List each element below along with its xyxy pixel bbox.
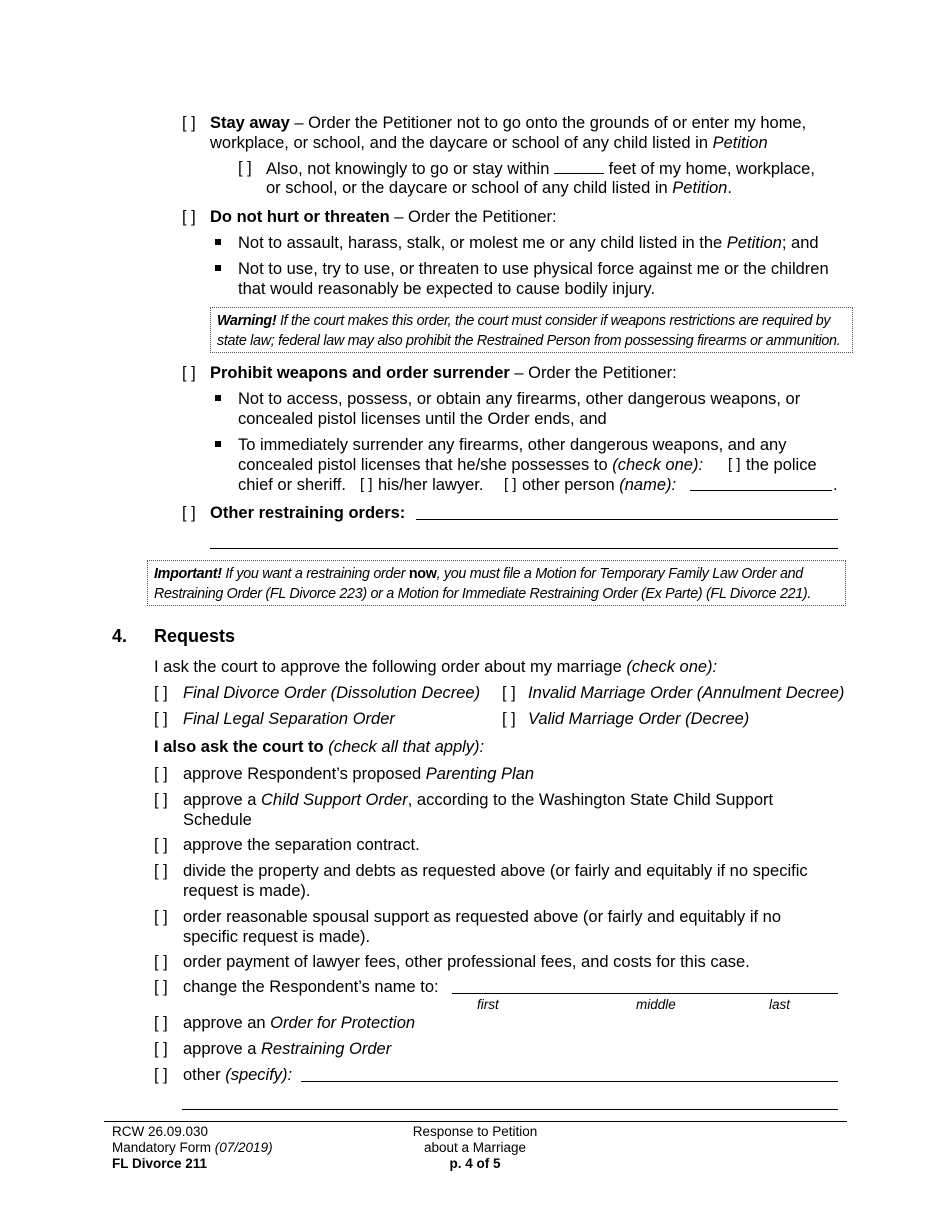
lawyer-label: his/her lawyer.: [378, 476, 484, 494]
weapons-heading: [210, 363, 677, 383]
name-change-checkbox[interactable]: [ ]: [154, 978, 168, 996]
requests-intro-text: I ask the court to approve the following order about my marriage: [154, 658, 627, 676]
order-protection-text: approve an: [183, 1014, 271, 1032]
hurt-title: Do not hurt or threaten: [210, 208, 390, 226]
other-restraining-field-2[interactable]: [210, 548, 838, 549]
bullet-icon: [215, 441, 221, 447]
stay-away-distance-line2: [266, 178, 732, 198]
warning-label: Warning!: [217, 313, 277, 329]
distance-text-b: feet of my home, workplace,: [603, 160, 815, 178]
weapons-bullet2-line1: To immediately surrender any firearms, other dangerous weapons, and any: [238, 436, 787, 454]
name-first-label: first: [477, 997, 499, 1012]
distance-petition: Petition: [672, 179, 728, 197]
other-person-text: other person: [522, 476, 620, 494]
order-protection-checkbox[interactable]: [ ]: [154, 1014, 168, 1032]
weapons-bullet2-line2: [238, 455, 703, 475]
other-request-field-2[interactable]: [182, 1109, 838, 1110]
weapons-checkbox[interactable]: [ ]: [182, 364, 196, 382]
bullet-icon: [215, 265, 221, 271]
police-checkbox[interactable]: [ ]: [728, 456, 741, 473]
other-restraining-field-1[interactable]: [416, 519, 838, 520]
restraining-order-title: Restraining Order: [260, 1040, 392, 1058]
hurt-bullet1: [238, 233, 819, 253]
valid-marriage-label: Valid Marriage Order (Decree): [528, 710, 750, 728]
stay-away-distance-line1: [266, 158, 815, 179]
bullet-icon: [215, 395, 221, 401]
important-line1-a: If you want a restraining order: [221, 566, 409, 582]
important-line1-b: , you must file a Motion for Temporary Family Law Order and: [436, 566, 803, 582]
hurt-checkbox[interactable]: [ ]: [182, 208, 196, 226]
parenting-plan-title: Parenting Plan: [425, 765, 535, 783]
child-support-line1: [183, 790, 773, 810]
child-support-line2: Schedule: [183, 811, 252, 829]
other-person-name-label: (name):: [619, 476, 677, 494]
hurt-b1-text: Not to assault, harass, stalk, or molest me or any child listed in the: [238, 234, 727, 252]
other-request-field-1[interactable]: [301, 1081, 838, 1082]
separation-contract-checkbox[interactable]: [ ]: [154, 836, 168, 854]
hurt-bullet2-line2: that would reasonably be expected to cause bodily injury.: [238, 280, 656, 298]
child-support-text-a: approve a: [183, 791, 261, 809]
footer-left: [112, 1124, 273, 1172]
spousal-support-checkbox[interactable]: [ ]: [154, 908, 168, 926]
legal-separation-checkbox[interactable]: [ ]: [154, 710, 168, 728]
other-person-label: [522, 475, 676, 495]
restraining-order-label: [183, 1039, 391, 1059]
hurt-b1-end: ; and: [781, 234, 819, 252]
other-request-label: [183, 1065, 292, 1085]
distance-feet-field[interactable]: [554, 158, 604, 174]
name-last-label: last: [769, 997, 791, 1012]
other-person-checkbox[interactable]: [ ]: [504, 476, 517, 493]
check-all-label: (check all that apply):: [323, 738, 485, 756]
new-name-field[interactable]: [452, 993, 838, 994]
weapons-bullet1-line1: Not to access, possess, or obtain any firearms, other dangerous weapons, or: [238, 390, 801, 408]
footer-divider: [104, 1121, 847, 1122]
child-support-checkbox[interactable]: [ ]: [154, 791, 168, 809]
stay-away-title: Stay away: [210, 114, 290, 132]
requests-check-one: (check one):: [626, 658, 718, 676]
footer-page: p. 4 of 5: [449, 1156, 501, 1171]
stay-away-petition: Petition: [712, 134, 768, 152]
police-label: the police: [746, 456, 817, 474]
parenting-plan-text: approve Respondent’s proposed: [183, 765, 426, 783]
section-number: 4.: [112, 626, 128, 646]
footer-title2: about a Marriage: [423, 1140, 527, 1155]
parenting-plan-label: [183, 764, 534, 784]
distance-text-2: or school, or the daycare or school of any child listed in: [266, 179, 673, 197]
child-support-text-c: , according to the Washington State Child Support: [407, 791, 774, 809]
footer-mandatory: [112, 1140, 273, 1156]
distance-period: .: [727, 179, 732, 197]
important-box: [147, 560, 846, 606]
bullet-icon: [215, 239, 221, 245]
lawyer-fees-label: order payment of lawyer fees, other professional fees, and costs for this case.: [183, 953, 750, 971]
warning-line1: If the court makes this order, the court must consider if weapons restrictions are required by: [276, 313, 831, 329]
other-request-specify: (specify):: [225, 1066, 293, 1084]
final-divorce-checkbox[interactable]: [ ]: [154, 684, 168, 702]
final-divorce-label: Final Divorce Order (Dissolution Decree): [183, 684, 481, 702]
footer-mandatory-text: Mandatory Form: [112, 1140, 215, 1155]
spousal-support-line1: order reasonable spousal support as requested above (or fairly and equitably if no: [183, 908, 782, 926]
distance-text-a: Also, not knowingly to go or stay within: [266, 160, 554, 178]
other-restraining-checkbox[interactable]: [ ]: [182, 504, 196, 522]
weapons-check-one: (check one):: [612, 456, 704, 474]
order-protection-label: [183, 1013, 415, 1033]
important-line2: Restraining Order (FL Divorce 223) or a Motion for Immediate Restraining Order (Ex Parte) (FL Divorce 221).: [154, 586, 812, 602]
lawyer-checkbox[interactable]: [ ]: [360, 476, 373, 493]
weapons-text: – Order the Petitioner:: [509, 364, 677, 382]
sheriff-label: chief or sheriff.: [238, 476, 346, 494]
other-request-text: other: [183, 1066, 226, 1084]
name-change-label: change the Respondent’s name to:: [183, 978, 439, 996]
weapons-bullet1-line2: concealed pistol licenses until the Order ends, and: [238, 410, 607, 428]
other-request-checkbox[interactable]: [ ]: [154, 1066, 168, 1084]
other-restraining-label: Other restraining orders:: [210, 504, 406, 522]
footer-center: [375, 1124, 575, 1172]
footer-title1: Response to Petition: [412, 1124, 538, 1139]
stay-away-checkbox[interactable]: [ ]: [182, 114, 196, 132]
stay-away-distance-checkbox[interactable]: [ ]: [238, 159, 252, 177]
valid-marriage-checkbox[interactable]: [ ]: [502, 710, 516, 728]
also-ask-line: [154, 737, 484, 757]
important-label: Important!: [154, 566, 222, 582]
section-title: Requests: [154, 626, 236, 646]
hurt-bullet2-line1: Not to use, try to use, or threaten to use physical force against me or the children: [238, 260, 829, 278]
hurt-heading: [210, 207, 557, 227]
hurt-b1-petition: Petition: [726, 234, 782, 252]
weapons-title: Prohibit weapons and order surrender: [210, 364, 510, 382]
name-middle-label: middle: [636, 997, 676, 1012]
requests-intro: [154, 657, 717, 677]
important-now: now: [408, 566, 437, 582]
invalid-marriage-checkbox[interactable]: [ ]: [502, 684, 516, 702]
parenting-plan-checkbox[interactable]: [ ]: [154, 765, 168, 783]
property-debts-checkbox[interactable]: [ ]: [154, 862, 168, 880]
stay-away-text1: – Order the Petitioner not to go onto the grounds of or enter my home,: [289, 114, 807, 132]
weapons-surrender-text: concealed pistol licenses that he/she possesses to: [238, 456, 613, 474]
child-support-title: Child Support Order: [260, 791, 408, 809]
legal-separation-label: Final Legal Separation Order: [183, 710, 395, 728]
footer-form-id: FL Divorce 211: [112, 1156, 208, 1171]
other-person-name-field[interactable]: [690, 490, 832, 491]
warning-box: [210, 307, 853, 353]
other-person-period: .: [833, 476, 838, 494]
spousal-support-line2: specific request is made).: [183, 928, 371, 946]
also-ask-label: I also ask the court to: [154, 738, 324, 756]
restraining-order-text: approve a: [183, 1040, 261, 1058]
footer-mandatory-date: (07/2019): [214, 1140, 273, 1155]
lawyer-fees-checkbox[interactable]: [ ]: [154, 953, 168, 971]
restraining-order-checkbox[interactable]: [ ]: [154, 1040, 168, 1058]
stay-away-line2: [210, 133, 768, 153]
hurt-text: – Order the Petitioner:: [389, 208, 557, 226]
stay-away-text2: workplace, or school, and the daycare or school of any child listed in: [210, 134, 713, 152]
footer-rcw: RCW 26.09.030: [112, 1124, 209, 1139]
property-debts-line1: divide the property and debts as requested above (or fairly and equitably if no specific: [183, 862, 808, 880]
order-protection-title: Order for Protection: [270, 1014, 416, 1032]
stay-away-line1: [210, 113, 806, 133]
separation-contract-label: approve the separation contract.: [183, 836, 420, 854]
invalid-marriage-label: Invalid Marriage Order (Annulment Decree): [528, 684, 845, 702]
warning-line2: state law; federal law may also prohibit the Restrained Person from possessing firearms or ammunition.: [217, 333, 841, 349]
property-debts-line2: request is made).: [183, 882, 311, 900]
